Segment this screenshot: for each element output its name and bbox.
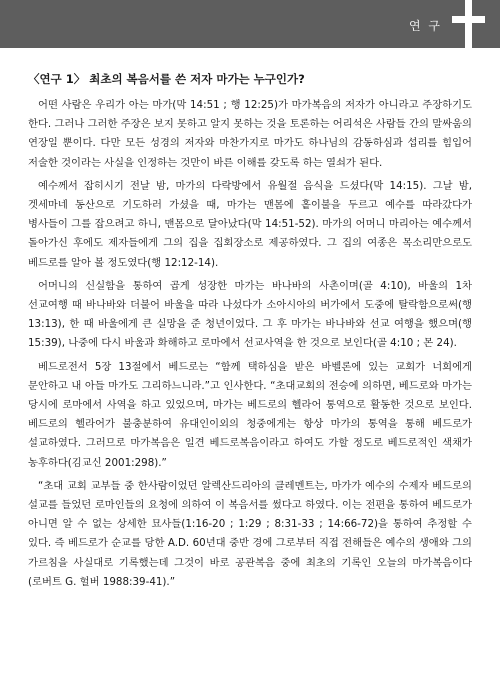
header-bar <box>0 0 500 48</box>
cross-icon <box>450 0 486 48</box>
paragraph: 어머니의 신실함을 통하여 곱게 성장한 마가는 바나바의 사촌이며(골 4:10), 바울의 1차 선교여행 때 바나바와 더불어 바울을 따라 나섰다가 소아시아의 버가에서 도중에 탈락함으로써(행 13:13), 한 때 바울에게 큰 실망을 준 청년이었다. 그 후 마가는 바나바와 선교 여행을 했으며(행 15:39), 나중에 다시 바울과 화해하고 로마에서 선교사역을 한 것으로 보인다(골 4:10 ; 몬 24). <box>28 279 472 350</box>
section-label: 연 구 <box>409 19 442 33</box>
research-heading: 〈연구 1〉 최초의 복음서를 쓴 저자 마가는 누구인가? <box>28 72 305 86</box>
paragraph: 예수께서 잡히시기 전날 밤, 마가의 다락방에서 유월절 음식을 드셨다(막 14:15). 그날 밤, 겟세마네 동산으로 기도하러 가셨을 때, 마가는 맨몸에 홑이불을 두르고 예수를 따라갔다가 병사들이 그를 잡으려고 하니, 맨몸으로 달아났다(막 14:51-52). 마가의 어머니 마리아는 예수께서 돌아가신 후에도 제자들에게 그의 집을 집회장소로 제공하였다. 그 집의 여종은 목소리만으로도 베드로를 알아 볼 정도였다(행 12:12-14). <box>28 179 472 269</box>
paragraph: “초대 교회 교부들 중 한사람이었던 알렉산드리아의 클레멘트는, 마가가 예수의 수제자 베드로의 설교를 들었던 로마인들의 요청에 의하여 이 복음서를 썼다고 하였다. 이는 전편을 통하여 베드로가 아니면 알 수 없는 상세한 묘사들(1:16-20 ; 1:29 ; 8:31-33 ; 14:66-72)을 통하여 추정할 수 있다. 즉 베드로가 순교를 당한 A.D. 60년대 중반 경에 그로부터 직접 전해들은 예수의 생애와 그의 가르침을 사실대로 기록했는데 그것이 바로 공관복음 중에 최초의 기록인 오늘의 마가복음이다(로버트 G. 헐버 1988:39-41).” <box>28 479 472 588</box>
paragraph: 어떤 사람은 우리가 아는 마가(막 14:51 ; 행 12:25)가 마가복음의 저자가 아니라고 주장하기도 한다. 그러나 그러한 주장은 보지 못하고 알지 못하는 것을 토론하는 어리석은 사람들 간의 말싸움의 연장일 뿐이다. 다만 모든 성경의 저자와 마찬가지로 마가도 하나님의 감동하심과 섭리를 힘입어 저술한 것이라는 사실을 인정하는 것만이 바른 이해를 갖도록 하는 열쇠가 된다. <box>28 99 472 169</box>
article-body <box>28 70 472 596</box>
paragraph: 베드로전서 5장 13절에서 베드로는 “함께 택하심을 받은 바벨론에 있는 교회가 너희에게 문안하고 내 아들 마가도 그리하느니라.”고 인사한다. “초대교회의 전승에 의하면, 베드로와 마가는 당시에 로마에서 사역을 하고 있었으며, 마가는 베드로의 헬라어 통역으로 활동한 것으로 보인다. 베드로의 헬라어가 불충분하여 유대인이외의 청중에게는 항상 마가의 통역을 통해 베드로가 설교하였다. 그러므로 마가복음은 일견 베드로복음이라고 하여도 가할 정도로 베드로적인 색채가 농후하다(김교신 2001:298).” <box>28 360 472 469</box>
